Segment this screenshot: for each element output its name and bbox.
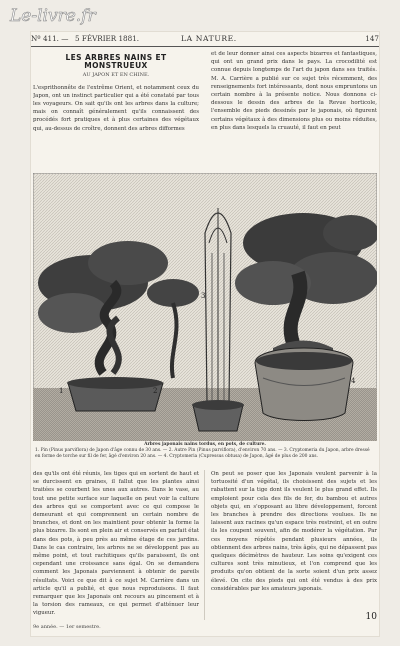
caption-title: Arbres japonais nains tordus, en pots, de culture. [144,442,266,447]
page-number: 10 [365,612,377,622]
header-page: 147 [365,34,379,43]
figure-caption [35,442,375,461]
bonsai-engraving [33,173,377,441]
caption-line: en forme de torche sur fil de fer, âgé d'environ 20 ans. — 4. Cryptomeria (Cupressus obtusa) de Japon, âgé de plus de 200 ans. [35,454,318,460]
header-issue: Nº 411. — [31,34,69,43]
paragraph: L'esprithonnête de l'extrême Orient, et notamment ceux du Japon, ont un instinct particulier qui a été constaté par tous les voyageurs. On sait qu'ils ont les arbres dans la culture; mais on connaît généralement qu'ils connaissent des procédés fort pratiques et à plus certaines des végétaux qui, au-dessus de croître, donnent des arbres difformes [33,84,199,132]
issue-footnote: 9e année. — 1er semestre. [33,624,101,630]
column-right-bottom [211,470,377,610]
watermark-text: Le-livre.fr [10,6,96,26]
figure-number: 1 [59,387,64,395]
header-journal: LA NATURE. [181,34,237,43]
watermark [8,2,118,28]
article-title: LES ARBRES NAINS ET MONSTRUEUX [65,53,167,71]
column-left-top [33,48,199,168]
column-separator [204,470,205,620]
paragraph: des qu'ils ont été réunis, les tiges qui en sortent de haut et se durcissent en graines, il fallut que les plantes ainsi traitées se courbent les unes aux autres. Dans le vase, au tout une petite surface sur laquelle on peut voir la culture des arbres qui se comportent avec ce qui compose le demeurant et qui comprennent un certain nombre de branches, et dont on les maintient pour obtenir la forme la plus bizarre. Ils sont en plein air et conservés en parfait état dans des pots, à peu près au même étage de ces jardins. Dans le cas contraire, les arbres ne se développent pas au même point, et tout rachitiques qu'ils paraissent, ils ont cependant une croissance sans égal. On se demandera comment les Japonais parviennent à obtenir de pareils résultats. Voici ce que dit à ce sujet M. Carrière dans un article qu'il a publié, et que nous reproduisons. Il faut remarquer que les Japonais ont recours au pincement et à la torsion des rameaux, ce qui permet d'atténuer leur vigueur. [33,471,199,617]
column-left-bottom [33,470,199,618]
header-rule [31,46,379,47]
figure-number: 4 [351,377,356,385]
figure-number: 2 [153,387,158,395]
header-date: 5 FÉVRIER 1881. [75,34,140,43]
figure-number: 3 [201,292,206,300]
column-right-top [211,50,377,168]
running-header [31,32,379,46]
page [31,32,379,636]
article-byline: AU JAPON ET EN CHINE. [82,72,150,79]
paragraph: On peut se poser que les Japonais veulent parvenir à la tortuosité d'un végétal, ils choisissent des sujets et les rabattent sur la tige dont ils veulent le plus grand effet. Ils emploient pour cela des fils de fer, du bambou et autres objets qui, en s'opposant au libre développement, forcent les branches à prendre des directions voulues. Ils ne laissent aux racines qu'un espace très restreint, et en outre ils les coupent souvent, afin de modérer la végétation. Par ces moyens répétés pendant plusieurs années, ils obtiennent des arbres nains, très âgés, qui ne dépassent pas quelques décimètres de hauteur. Les soins qu'exigent ces cultures sont très minutieux, et l'on comprend que les produits qu'on obtient de la sorte soient d'un prix assez élevé. On cite des pieds qui ont été vendus à des prix considérables par les amateurs japonais. [211,471,377,592]
paragraph: et de leur donner ainsi ces aspects bizarres et fantastiques, qui ont un grand prix dans le pays. La crocodilité est connue depuis longtemps de l'art du japon dans ses traités. M. A. Carrière a publié sur ce sujet très récemment, des renseignements fort intéressants, dont nous empruntons un certain nombre à la présente notice. Nous donnons ci-dessous le dessin des arbres de la Revue horticole, l'ensemble des pieds dessinés par le japonais, où figurent certains végétaux à des dimensions plus ou moins réduites, en plus dans lesquels la cruauté, il faut en peut [211,51,377,131]
caption-line: 1. Pin (Pinus parviflora) de Japon d'âge connu de 30 ans. — 2. Autre Pin (Pinus parviflora), d'environ 70 ans. — 3. Cryptomeria du Japon, arbre dressé [35,448,370,454]
